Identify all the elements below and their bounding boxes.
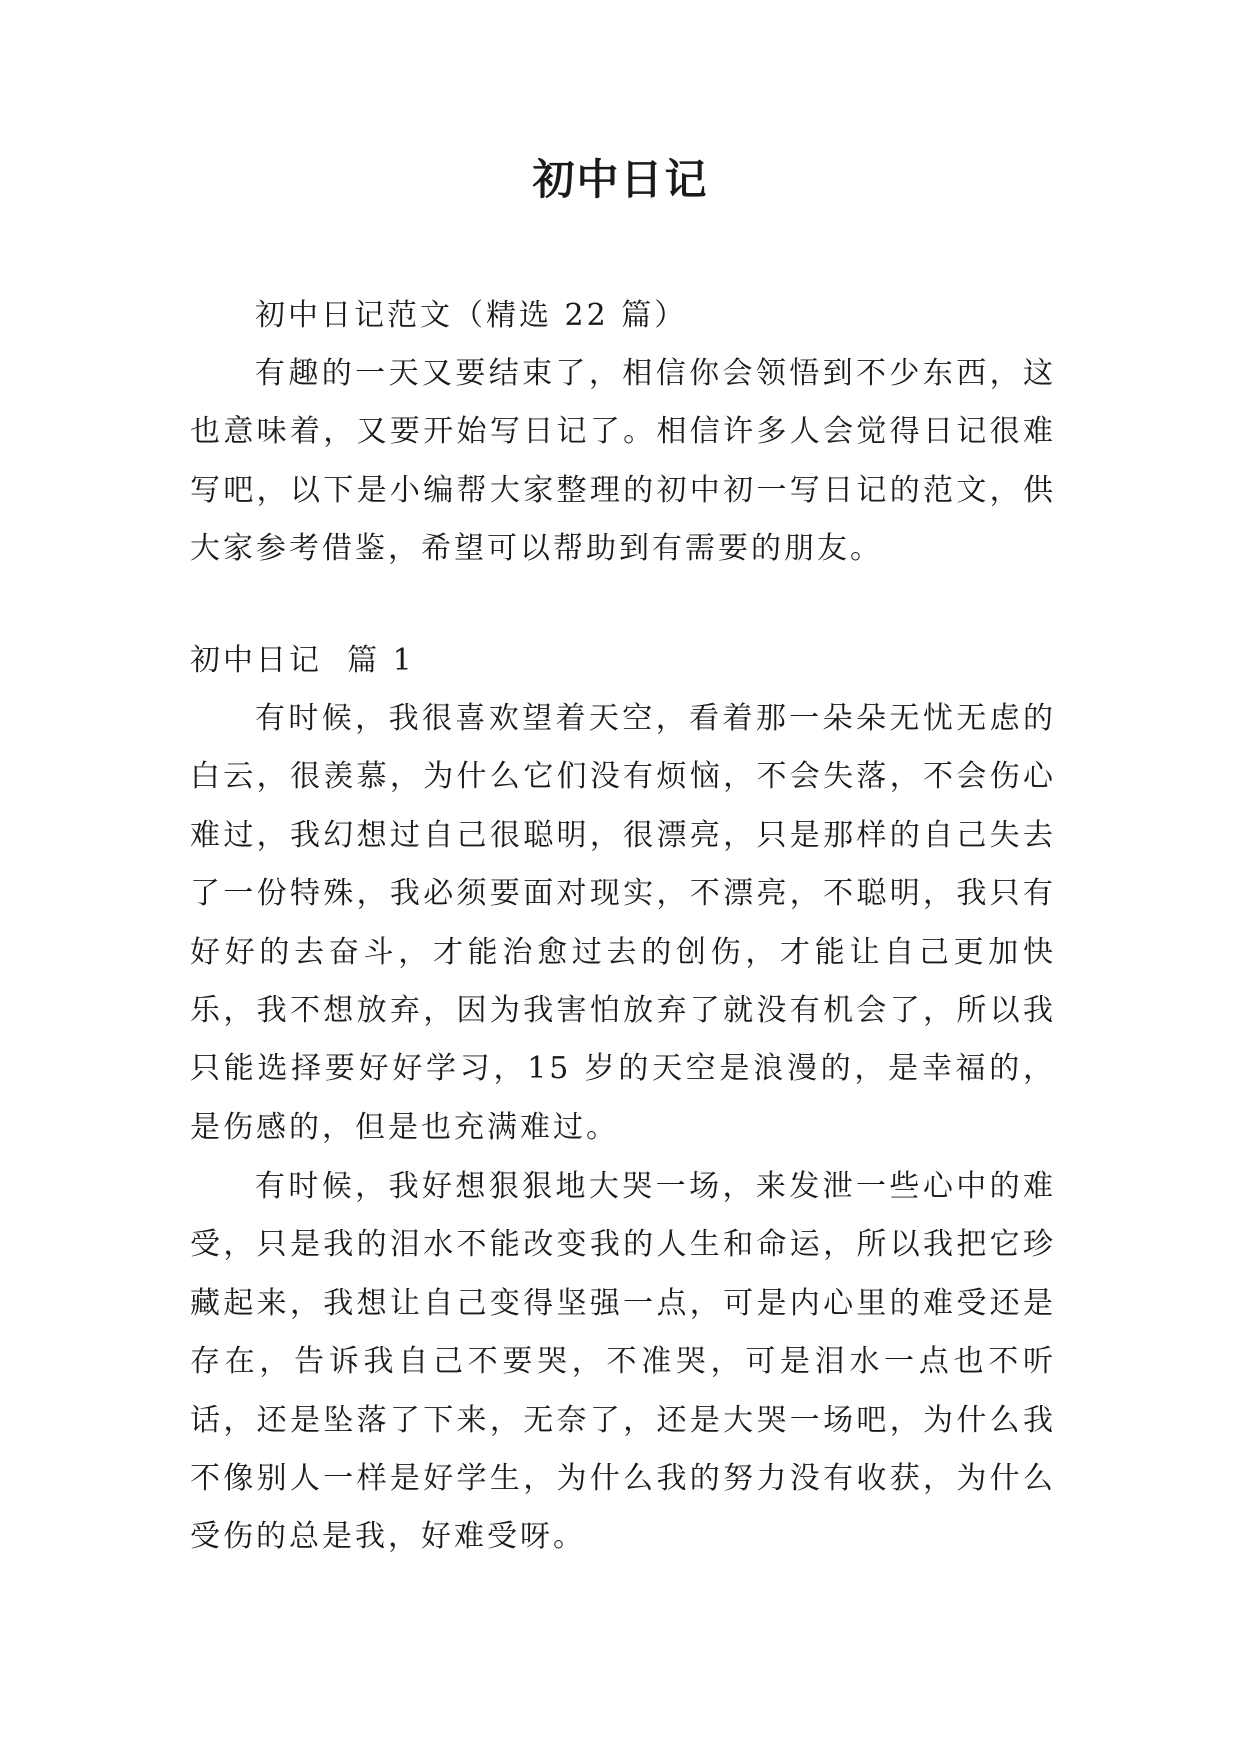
section-heading: 初中日记 篇 1 (190, 643, 415, 678)
intro-paragraph: 有趣的一天又要结束了，相信你会领悟到不少东西，这也意味着，又要开始写日记了。相信许多人会觉得日记很难写吧，以下是小编帮大家整理的初中初一写日记的范文，供大家参考借鉴，希望可以帮助到有需要的朋友。 (190, 356, 1056, 567)
body-paragraph: 有时候，我很喜欢望着天空，看着那一朵朵无忧无虑的白云，很羡慕，为什么它们没有烦恼，不会失落，不会伤心难过，我幻想过自己很聪明，很漂亮，只是那样的自己失去了一份特殊，我必须要面对现实，不漂亮，不聪明，我只有好好的去奋斗，才能治愈过去的创伤，才能让自己更加快乐，我不想放弃，因为我害怕放弃了就没有机会了，所以我只能选择要好好学习，15 岁的天空是浪漫的，是幸福的，是伤感的，但是也充满难过。 (190, 701, 1056, 1145)
body-paragraph: 有时候，我好想狠狠地大哭一场，来发泄一些心中的难受，只是我的泪水不能改变我的人生和命运，所以我把它珍藏起来，我想让自己变得坚强一点，可是内心里的难受还是存在，告诉我自己不要哭，不准哭，可是泪水一点也不听话，还是坠落了下来，无奈了，还是大哭一场吧，为什么我不像别人一样是好学生，为什么我的努力没有收获，为什么受伤的总是我，好难受呀。 (190, 1169, 1056, 1555)
document-subtitle: 初中日记范文（精选 22 篇） (255, 298, 688, 333)
page-title: 初中日记 (532, 155, 709, 204)
